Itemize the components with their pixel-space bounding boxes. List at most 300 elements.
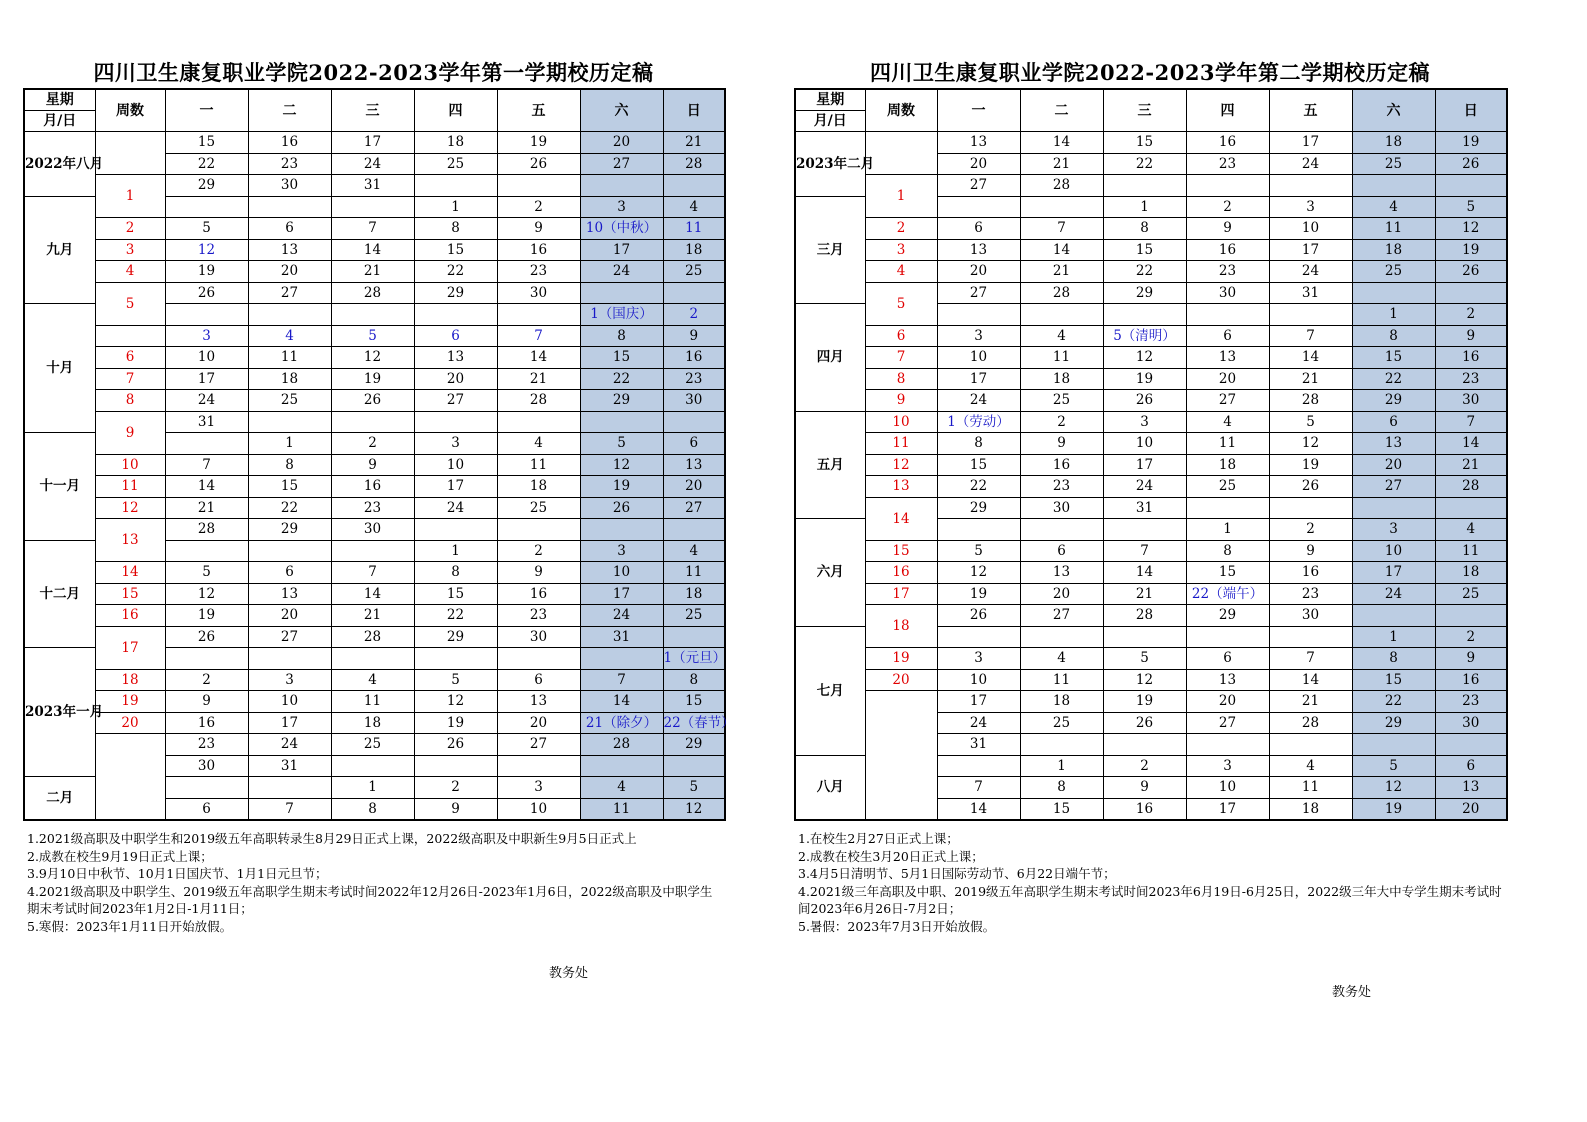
- day-cell: [1020, 626, 1103, 648]
- day-cell: [937, 304, 1020, 326]
- table-row: [24, 239, 725, 261]
- day-cell: 11: [663, 218, 725, 240]
- table-row: [24, 411, 725, 433]
- day-cell: 21: [1269, 691, 1352, 713]
- table-row: [24, 669, 725, 691]
- day-cell: 23: [1269, 583, 1352, 605]
- day-cell: 25: [1352, 153, 1435, 175]
- day-cell: 15: [1186, 562, 1269, 584]
- day-cell: 28: [1269, 712, 1352, 734]
- table-row: [795, 497, 1507, 519]
- day-cell: 19: [497, 132, 580, 154]
- day-cell: 26: [1435, 153, 1507, 175]
- day-cell: 10: [1186, 777, 1269, 799]
- day-cell: 28: [580, 734, 663, 756]
- note-item: 5.寒假：2023年1月11日开始放假。: [27, 918, 233, 934]
- day-cell: 13: [248, 583, 331, 605]
- day-cell: 13: [1352, 433, 1435, 455]
- day-cell: 26: [1269, 476, 1352, 498]
- day-cell: 8: [663, 669, 725, 691]
- day-cell: 29: [165, 175, 248, 197]
- day-cell: 26: [937, 605, 1020, 627]
- day-cell: 21: [1435, 454, 1507, 476]
- day-cell: [1186, 175, 1269, 197]
- week-number: [95, 132, 165, 175]
- day-cell: 5: [331, 325, 414, 347]
- day-cell: 15: [1020, 798, 1103, 820]
- day-cell: 8: [248, 454, 331, 476]
- day-cell: 17: [414, 476, 497, 498]
- day-cell: [1186, 626, 1269, 648]
- day-cell: 12: [580, 454, 663, 476]
- day-cell: 10: [248, 691, 331, 713]
- day-cell: 21: [497, 368, 580, 390]
- day-cell: [1103, 626, 1186, 648]
- day-cell: 23: [1186, 261, 1269, 283]
- day-cell: 12: [165, 239, 248, 261]
- day-cell: [165, 433, 248, 455]
- day-cell: 19: [1269, 454, 1352, 476]
- day-cell: 20: [1020, 583, 1103, 605]
- day-cell: [497, 175, 580, 197]
- week-number: 18: [865, 605, 937, 648]
- table-row: [795, 583, 1507, 605]
- day-cell: 6: [497, 669, 580, 691]
- day-cell: 19: [937, 583, 1020, 605]
- header-day: 日: [1435, 89, 1507, 132]
- day-cell: 27: [248, 626, 331, 648]
- day-cell: 20: [1186, 691, 1269, 713]
- day-cell: [165, 777, 248, 799]
- day-cell: 24: [1103, 476, 1186, 498]
- day-cell: 27: [497, 734, 580, 756]
- day-cell: 16: [1435, 669, 1507, 691]
- week-number: 3: [865, 239, 937, 261]
- day-cell: 28: [1103, 605, 1186, 627]
- day-cell: [165, 304, 248, 326]
- day-cell: 14: [1020, 239, 1103, 261]
- day-cell: 21: [1269, 368, 1352, 390]
- day-cell: 20: [248, 605, 331, 627]
- table-row: [795, 648, 1507, 670]
- day-cell: 24: [937, 390, 1020, 412]
- day-cell: 12: [414, 691, 497, 713]
- day-cell: 4: [1352, 196, 1435, 218]
- day-cell: [331, 755, 414, 777]
- day-cell: 20: [580, 132, 663, 154]
- header-weekday: 星期: [25, 90, 95, 111]
- day-cell: 5: [1352, 755, 1435, 777]
- day-cell: 30: [331, 519, 414, 541]
- day-cell: [165, 648, 248, 670]
- week-number: [95, 734, 165, 821]
- day-cell: 25: [663, 605, 725, 627]
- table-row: [24, 497, 725, 519]
- day-cell: 6: [937, 218, 1020, 240]
- day-cell: 5: [1435, 196, 1507, 218]
- week-number: 4: [865, 261, 937, 283]
- day-cell: 2: [1186, 196, 1269, 218]
- day-cell: 14: [580, 691, 663, 713]
- day-cell: 29: [1186, 605, 1269, 627]
- day-cell: 15: [414, 583, 497, 605]
- day-cell: 7: [580, 669, 663, 691]
- day-cell: [414, 175, 497, 197]
- day-cell: 1: [414, 196, 497, 218]
- table-row: [795, 691, 1507, 713]
- day-cell: 25: [1186, 476, 1269, 498]
- day-cell: 9: [1103, 777, 1186, 799]
- day-cell: [497, 304, 580, 326]
- table-row: [24, 605, 725, 627]
- day-cell: 26: [1435, 261, 1507, 283]
- day-cell: 29: [1352, 390, 1435, 412]
- header-month-day: 月/日: [813, 113, 847, 129]
- day-cell: 30: [1435, 390, 1507, 412]
- day-cell: 30: [1269, 605, 1352, 627]
- day-cell: [1269, 304, 1352, 326]
- day-cell: 14: [1269, 347, 1352, 369]
- day-cell: 8: [414, 218, 497, 240]
- day-cell: 13: [414, 347, 497, 369]
- day-cell: 11: [1352, 218, 1435, 240]
- day-cell: 17: [1352, 562, 1435, 584]
- day-cell: [1020, 734, 1103, 756]
- table-row: [24, 261, 725, 283]
- day-cell: 15: [1352, 669, 1435, 691]
- day-cell: 3: [248, 669, 331, 691]
- table-row: [24, 454, 725, 476]
- day-cell: [1020, 304, 1103, 326]
- day-cell: [248, 196, 331, 218]
- day-cell: 1: [1020, 755, 1103, 777]
- day-cell: 1: [1352, 304, 1435, 326]
- day-cell: 24: [331, 153, 414, 175]
- day-cell: 29: [663, 734, 725, 756]
- day-cell: 30: [1186, 282, 1269, 304]
- day-cell: 19: [165, 605, 248, 627]
- day-cell: 12: [331, 347, 414, 369]
- day-cell: 3: [580, 196, 663, 218]
- day-cell: 27: [248, 282, 331, 304]
- day-cell: 23: [497, 605, 580, 627]
- day-cell: 10: [937, 347, 1020, 369]
- day-cell: 4: [580, 777, 663, 799]
- day-cell: 9: [331, 454, 414, 476]
- day-cell: 7: [1020, 218, 1103, 240]
- day-cell: 12: [165, 583, 248, 605]
- table-row: [24, 390, 725, 412]
- day-cell: 12: [1269, 433, 1352, 455]
- day-cell: [331, 648, 414, 670]
- day-cell: 20: [663, 476, 725, 498]
- day-cell: 11: [1269, 777, 1352, 799]
- day-cell: [1352, 734, 1435, 756]
- day-cell: 20: [937, 153, 1020, 175]
- month-label: 2023年二月: [795, 132, 865, 197]
- day-cell: 16: [1103, 798, 1186, 820]
- day-cell: 7: [331, 562, 414, 584]
- day-cell: 20: [248, 261, 331, 283]
- day-cell: 6: [248, 218, 331, 240]
- table-row: [795, 390, 1507, 412]
- day-cell: 28: [1435, 476, 1507, 498]
- day-cell: 11: [1186, 433, 1269, 455]
- day-cell: 7: [1269, 325, 1352, 347]
- day-cell: 23: [497, 261, 580, 283]
- day-cell: 27: [414, 390, 497, 412]
- day-cell: 18: [1020, 691, 1103, 713]
- day-cell: 3: [1352, 519, 1435, 541]
- day-cell: 24: [165, 390, 248, 412]
- day-cell: 9: [1020, 433, 1103, 455]
- day-cell: 2: [165, 669, 248, 691]
- day-cell: 20: [1186, 368, 1269, 390]
- day-cell: [497, 648, 580, 670]
- day-cell: 23: [1186, 153, 1269, 175]
- day-cell: 16: [663, 347, 725, 369]
- day-cell: 16: [1269, 562, 1352, 584]
- table-row: [795, 540, 1507, 562]
- day-cell: 7: [331, 218, 414, 240]
- day-cell: 19: [1435, 132, 1507, 154]
- day-cell: 31: [165, 411, 248, 433]
- day-cell: 23: [248, 153, 331, 175]
- week-number: 6: [95, 347, 165, 369]
- day-cell: 8: [1020, 777, 1103, 799]
- day-cell: 5: [1269, 411, 1352, 433]
- day-cell: 31: [1103, 497, 1186, 519]
- week-number: 16: [95, 605, 165, 627]
- day-cell: [248, 304, 331, 326]
- day-cell: 17: [1186, 798, 1269, 820]
- day-cell: [165, 540, 248, 562]
- day-cell: 14: [1020, 132, 1103, 154]
- header-week-number: 周数: [865, 89, 937, 132]
- day-cell: 6: [1020, 540, 1103, 562]
- day-cell: [1435, 734, 1507, 756]
- day-cell: [497, 519, 580, 541]
- day-cell: 29: [580, 390, 663, 412]
- day-cell: 3: [1269, 196, 1352, 218]
- month-label: 二月: [24, 777, 95, 821]
- header-day: 五: [497, 89, 580, 132]
- table-row: [795, 282, 1507, 304]
- day-cell: 30: [248, 175, 331, 197]
- day-cell: 23: [331, 497, 414, 519]
- header-day: 日: [663, 89, 725, 132]
- day-cell: 30: [1435, 712, 1507, 734]
- day-cell: 6: [1435, 755, 1507, 777]
- day-cell: 6: [1186, 648, 1269, 670]
- semester-2-calendar: [794, 58, 1506, 821]
- day-cell: 1: [1352, 626, 1435, 648]
- day-cell: 17: [580, 583, 663, 605]
- day-cell: 29: [937, 497, 1020, 519]
- day-cell: 10: [165, 347, 248, 369]
- day-cell: 20: [414, 368, 497, 390]
- day-cell: 4: [1435, 519, 1507, 541]
- table-row: [795, 411, 1507, 433]
- day-cell: [1352, 497, 1435, 519]
- day-cell: 22: [414, 261, 497, 283]
- day-cell: 6: [663, 433, 725, 455]
- month-label: 2022年八月: [24, 132, 95, 197]
- day-cell: 27: [1186, 390, 1269, 412]
- day-cell: 12: [663, 798, 725, 820]
- day-cell: [497, 411, 580, 433]
- day-cell: 13: [1020, 562, 1103, 584]
- day-cell: 14: [331, 583, 414, 605]
- day-cell: 29: [414, 626, 497, 648]
- day-cell: 5: [165, 218, 248, 240]
- day-cell: [331, 304, 414, 326]
- day-cell: 2: [1435, 304, 1507, 326]
- week-number: 1: [95, 175, 165, 218]
- header-day: 三: [1103, 89, 1186, 132]
- day-cell: 20: [1352, 454, 1435, 476]
- table-row: [24, 712, 725, 734]
- day-cell: 19: [1103, 368, 1186, 390]
- day-cell: 16: [1186, 132, 1269, 154]
- day-cell: 11: [1020, 669, 1103, 691]
- day-cell: 31: [580, 626, 663, 648]
- week-number: 16: [865, 562, 937, 584]
- day-cell: 24: [1269, 153, 1352, 175]
- week-number: 14: [95, 562, 165, 584]
- day-cell: 8: [1186, 540, 1269, 562]
- week-number: 15: [95, 583, 165, 605]
- month-label: 十月: [24, 304, 95, 433]
- day-cell: 15: [165, 132, 248, 154]
- table-row: [24, 691, 725, 713]
- table-row: [24, 347, 725, 369]
- day-cell: 29: [1103, 282, 1186, 304]
- day-cell: 10: [1103, 433, 1186, 455]
- month-label: 十一月: [24, 433, 95, 541]
- week-number: 7: [95, 368, 165, 390]
- header-day: 四: [414, 89, 497, 132]
- day-cell: [663, 282, 725, 304]
- day-cell: 16: [165, 712, 248, 734]
- day-cell: 13: [248, 239, 331, 261]
- table-row: [795, 261, 1507, 283]
- day-cell: 19: [1103, 691, 1186, 713]
- day-cell: 6: [1186, 325, 1269, 347]
- day-cell: 9: [1435, 648, 1507, 670]
- day-cell: 18: [1269, 798, 1352, 820]
- day-cell: 2: [497, 196, 580, 218]
- day-cell: [1103, 734, 1186, 756]
- day-cell: 24: [1269, 261, 1352, 283]
- week-number: 9: [865, 390, 937, 412]
- note-item: 2.成教在校生3月20日正式上课；: [798, 848, 984, 864]
- table-row: [795, 175, 1507, 197]
- day-cell: 1: [1103, 196, 1186, 218]
- day-cell: 15: [663, 691, 725, 713]
- day-cell: [580, 411, 663, 433]
- day-cell: 22（春节）: [663, 712, 725, 734]
- day-cell: [937, 519, 1020, 541]
- day-cell: 31: [331, 175, 414, 197]
- week-number: 13: [865, 476, 937, 498]
- day-cell: 21: [1020, 153, 1103, 175]
- day-cell: [1020, 519, 1103, 541]
- day-cell: 18: [1020, 368, 1103, 390]
- day-cell: 10: [497, 798, 580, 820]
- calendar-table: [23, 88, 735, 821]
- day-cell: 18: [663, 583, 725, 605]
- week-number: 20: [95, 712, 165, 734]
- day-cell: 16: [497, 583, 580, 605]
- day-cell: [1435, 497, 1507, 519]
- week-number: 4: [95, 261, 165, 283]
- day-cell: 8: [1352, 648, 1435, 670]
- day-cell: 28: [1020, 282, 1103, 304]
- table-row: [795, 562, 1507, 584]
- day-cell: 1: [414, 540, 497, 562]
- day-cell: 17: [937, 368, 1020, 390]
- day-cell: 5（清明）: [1103, 325, 1186, 347]
- day-cell: [248, 777, 331, 799]
- day-cell: 14: [165, 476, 248, 498]
- day-cell: 21: [165, 497, 248, 519]
- day-cell: [937, 196, 1020, 218]
- day-cell: 28: [1020, 175, 1103, 197]
- week-number: 11: [95, 476, 165, 498]
- day-cell: 24: [248, 734, 331, 756]
- day-cell: 17: [248, 712, 331, 734]
- day-cell: 8: [331, 798, 414, 820]
- day-cell: 29: [414, 282, 497, 304]
- table-row: [24, 734, 725, 756]
- day-cell: 6: [414, 325, 497, 347]
- day-cell: 27: [663, 497, 725, 519]
- day-cell: 26: [1103, 390, 1186, 412]
- header-weekday: 星期: [796, 90, 865, 111]
- week-number: 8: [95, 390, 165, 412]
- table-row: [795, 218, 1507, 240]
- day-cell: 14: [1435, 433, 1507, 455]
- day-cell: 11: [331, 691, 414, 713]
- day-cell: 11: [580, 798, 663, 820]
- table-row: [795, 476, 1507, 498]
- day-cell: [1186, 497, 1269, 519]
- day-cell: 5: [165, 562, 248, 584]
- header-day: 六: [1352, 89, 1435, 132]
- table-row: [795, 669, 1507, 691]
- day-cell: 25: [1352, 261, 1435, 283]
- day-cell: [663, 626, 725, 648]
- day-cell: 13: [937, 239, 1020, 261]
- day-cell: 1（劳动）: [937, 411, 1020, 433]
- day-cell: 8: [580, 325, 663, 347]
- day-cell: 14: [497, 347, 580, 369]
- day-cell: 13: [1186, 669, 1269, 691]
- day-cell: 18: [1352, 239, 1435, 261]
- day-cell: 13: [663, 454, 725, 476]
- day-cell: 6: [165, 798, 248, 820]
- header-week-number: 周数: [95, 89, 165, 132]
- day-cell: 3: [937, 325, 1020, 347]
- day-cell: 7: [497, 325, 580, 347]
- day-cell: 2: [497, 540, 580, 562]
- week-number: 5: [95, 282, 165, 325]
- day-cell: 10（中秋）: [580, 218, 663, 240]
- day-cell: [331, 540, 414, 562]
- day-cell: [414, 304, 497, 326]
- day-cell: 10: [414, 454, 497, 476]
